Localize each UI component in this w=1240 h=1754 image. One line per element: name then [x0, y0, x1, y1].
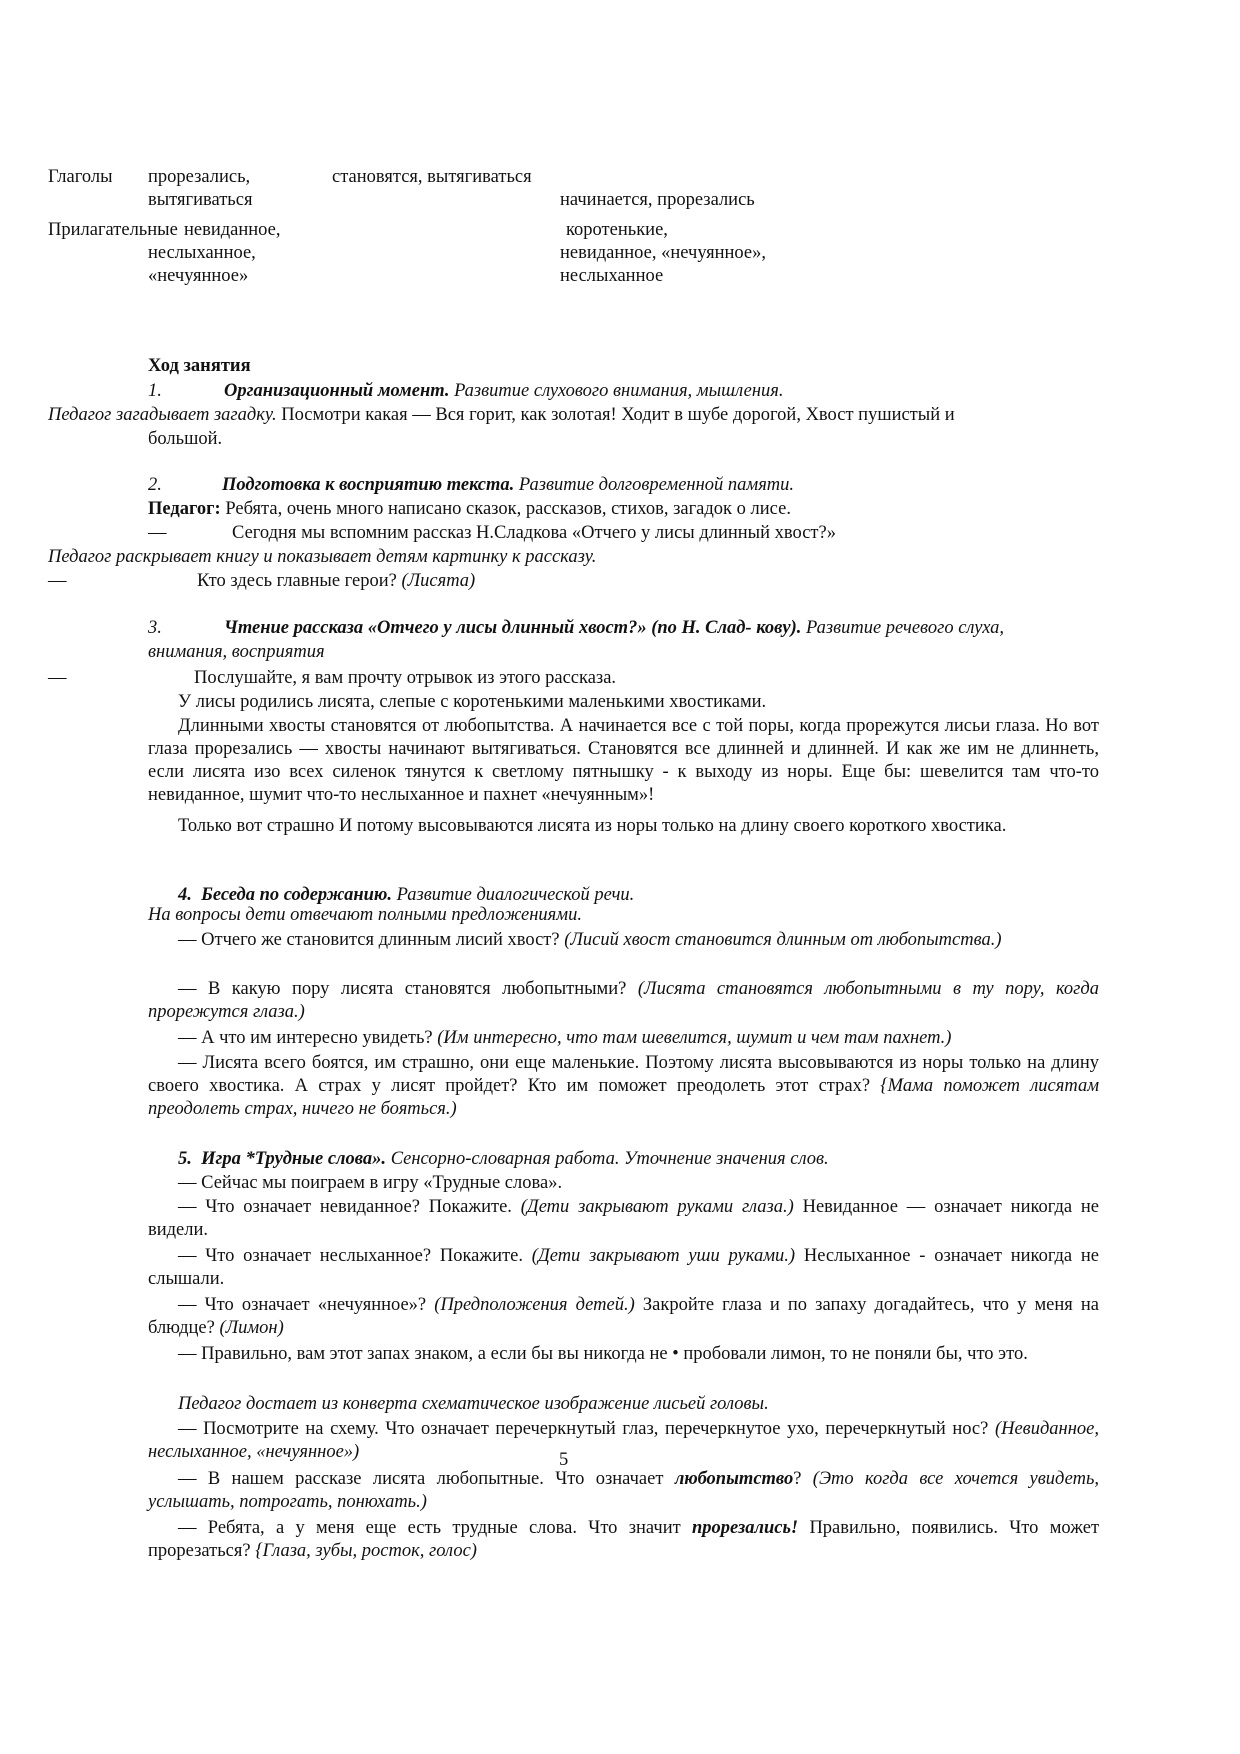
- s3-line1: Послушайте, я вам прочту отрывок из этого рассказа.: [194, 668, 617, 688]
- s2-dash2: —: [48, 571, 67, 591]
- adjectives-col1-line1: невиданное,: [184, 220, 281, 240]
- s5-l7b: любопытство: [674, 1469, 794, 1489]
- s2-dash: —: [148, 523, 167, 543]
- s5-l7c: ?: [793, 1469, 802, 1489]
- verbs-col1-line2: вытягиваться: [148, 190, 253, 210]
- s1-riddle-end: большой.: [148, 429, 223, 449]
- s5-l4d: (Лимон): [219, 1318, 284, 1338]
- s4-title: Беседа по содержанию.: [201, 885, 393, 905]
- s2-title: Подготовка к восприятию текста.: [222, 475, 515, 495]
- s5-l2b: (Дети закрывают руками глаза.): [520, 1197, 794, 1217]
- s5-l4b: (Предположения детей.): [434, 1295, 635, 1315]
- s5-l8d: {Глаза, зубы, росток, голос): [255, 1541, 477, 1561]
- verbs-label: Глаголы: [48, 167, 113, 187]
- s3-subtitle: Развитие речевого слуха,: [806, 618, 1005, 638]
- s5-l3a: — Что означает неслыханное? Покажите.: [178, 1246, 523, 1266]
- s5-l7d: (Это когда все хочется увидеть, услышать, потрогать, понюхать.): [148, 1469, 1100, 1512]
- s4-qa2: [148, 978, 1099, 1024]
- s2-text1: Ребята, очень много написано сказок, рассказов, стихов, загадок о лисе.: [225, 499, 791, 519]
- s4-q2: — В какую пору лисята становятся любопытными?: [178, 979, 627, 999]
- s5-l6a: (Невиданное, неслыханное, «нечуянное»): [148, 1419, 1099, 1462]
- s5-line8: [148, 1517, 1099, 1563]
- s5-l7a: — В нашем рассказе лисята любопытные. Что означает: [178, 1469, 664, 1489]
- s4-a2: (Лисята становятся любопытными в ту пору, когда прорежутся глаза.): [148, 979, 1100, 1022]
- s4-a3: (Им интересно, что там шевелится, шумит и чем там пахнет.): [437, 1028, 952, 1048]
- s2-subtitle: Развитие долговременной памяти.: [518, 475, 795, 495]
- s5-l2a: — Что означает невиданное? Покажите.: [178, 1197, 512, 1217]
- s4-q3: — А что им интересно увидеть?: [178, 1028, 433, 1048]
- s5-l8a: — Ребята, а у меня еще есть трудные слова. Что значит: [178, 1518, 681, 1538]
- s3-heading: [224, 617, 1004, 640]
- s2-number: 2.: [148, 475, 162, 495]
- s3-title: Чтение рассказа «Отчего у лисы длинный хвост?» (по Н. Слад- кову).: [224, 618, 802, 638]
- s4-qa1: [148, 929, 1099, 952]
- adjectives-col3-line3: неслыханное: [560, 266, 664, 286]
- adjectives-label: Прилагательные: [48, 220, 178, 240]
- s4-subtitle: Развитие диалогической речи.: [396, 885, 635, 905]
- s5-line2: [148, 1196, 1099, 1242]
- s5-line1: — Сейчас мы поиграем в игру «Трудные слова».: [178, 1173, 563, 1193]
- s4-a1: (Лисий хвост становится длинным от любопытства.): [564, 930, 1002, 950]
- s3-number: 3.: [148, 618, 162, 638]
- s5-heading: [178, 1148, 829, 1171]
- s5-l3b: (Дети закрывают уши руками.): [531, 1246, 796, 1266]
- s3-paragraph2: Только вот страшно И потому высовываются лисята из норы только на длину своего короткого хвостика.: [178, 816, 1007, 836]
- verbs-col2: становятся, вытягиваться: [332, 167, 532, 187]
- s5-number: 5.: [178, 1149, 192, 1169]
- s1-riddle: Посмотри какая — Вся горит, как золотая! Ходит в шубе дорогой, Хвост пушистый и: [281, 405, 955, 425]
- s4-note: На вопросы дети отвечают полными предложениями.: [148, 905, 582, 925]
- s3-subtitle-cont: внимания, восприятия: [148, 642, 325, 662]
- s2-note: Педагог раскрывает книгу и показывает детям картинку к рассказу.: [48, 547, 597, 567]
- s5-line7: [148, 1468, 1099, 1514]
- s1-line: [48, 404, 955, 427]
- s5-title: Игра *Трудные слова».: [201, 1149, 387, 1169]
- s4-number: 4.: [178, 885, 192, 905]
- s1-title: Организационный момент.: [224, 381, 450, 401]
- s2-line1: [148, 498, 791, 521]
- s2-text2: Сегодня мы вспомним рассказ Н.Сладкова «Отчего у лисы длинный хвост?»: [232, 523, 836, 543]
- s2-q: Кто здесь главные герои?: [197, 571, 397, 591]
- s1-subtitle: Развитие слухового внимания, мышления.: [454, 381, 784, 401]
- s4-q4: — Лисята всего боятся, им страшно, они еще маленькие. Поэтому лисята высовываются из норы только на длину своего хвостика. А страх у лисят пройдет? Кто им поможет преодолеть этот страх?: [148, 1053, 1099, 1096]
- s5-subtitle: Сенсорно-словарная работа. Уточнение значения слов.: [390, 1149, 829, 1169]
- adjectives-col3-line1: коротенькие,: [566, 220, 668, 240]
- s5-note: Педагог достает из конверта схематическое изображение лисьей головы.: [178, 1394, 769, 1414]
- verbs-col3: начинается, прорезались: [560, 190, 755, 210]
- s5-line6: [148, 1418, 1099, 1464]
- s2-question: [197, 570, 475, 593]
- s3-line2: У лисы родились лисята, слепые с коротенькими маленькими хвостиками.: [178, 692, 767, 712]
- s4-a4: {Мама поможет лисятам преодолеть страх, ничего не бояться.): [148, 1076, 1100, 1119]
- s5-l3c: Неслыханное - означает никогда не слышали.: [148, 1246, 1100, 1289]
- adjectives-col3-line2: невиданное, «нечуянное»,: [560, 243, 766, 263]
- s5-l4c: Закройте глаза и по запаху догадайтесь, что у меня на блюдце?: [148, 1295, 1100, 1338]
- s5-l2c: Невиданное — означает никогда не видели.: [148, 1197, 1100, 1240]
- s5-l6: — Посмотрите на схему. Что означает перечеркнутый глаз, перечеркнутое ухо, перечеркнутый нос?: [178, 1419, 989, 1439]
- adjectives-col1-line2: неслыханное,: [148, 243, 256, 263]
- s1-note: Педагог загадывает загадку.: [48, 405, 277, 425]
- s1-number: 1.: [148, 381, 162, 401]
- lesson-heading: Ход занятия: [148, 356, 251, 376]
- s2-speaker: Педагог:: [148, 499, 221, 519]
- s4-qa3: [148, 1027, 1099, 1050]
- s5-l4a: — Что означает «нечуянное»?: [178, 1295, 427, 1315]
- s5-line4: [148, 1294, 1099, 1340]
- s5-l8b: прорезались!: [692, 1518, 799, 1538]
- s2-a: (Лисята): [401, 571, 476, 591]
- page-number: 5: [559, 1450, 569, 1470]
- s1-heading: [224, 380, 783, 403]
- s5-line5: — Правильно, вам этот запах знаком, а если бы вы никогда не • пробовали лимон, то не поняли бы, что это.: [178, 1344, 1028, 1364]
- verbs-col1-line1: прорезались,: [148, 167, 251, 187]
- s5-l8c: Правильно, появились. Что может прорезаться?: [148, 1518, 1100, 1561]
- s3-paragraph1: Длинными хвосты становятся от любопытства. А начинается все с той поры, когда прорежутся лисьи глаза. Но вот глаза прорезались — хвосты начинают вытягиваться. Становятся все длинней и длинней. И как же им не длиннеть, если лисята изо всех силенок тянутся к светлому пятнышку - к выходу из норы. Еще бы: шевелится там что-то невиданное, шумит что-то неслыханное и пахнет «нечуянным»!: [148, 716, 1099, 805]
- s2-heading: [222, 474, 794, 497]
- s5-line3: [148, 1245, 1099, 1291]
- s3-dash: —: [48, 668, 67, 688]
- adjectives-col1-line3: «нечуянное»: [148, 266, 249, 286]
- s4-q1: — Отчего же становится длинным лисий хвост?: [178, 930, 560, 950]
- s4-qa4: [148, 1052, 1099, 1121]
